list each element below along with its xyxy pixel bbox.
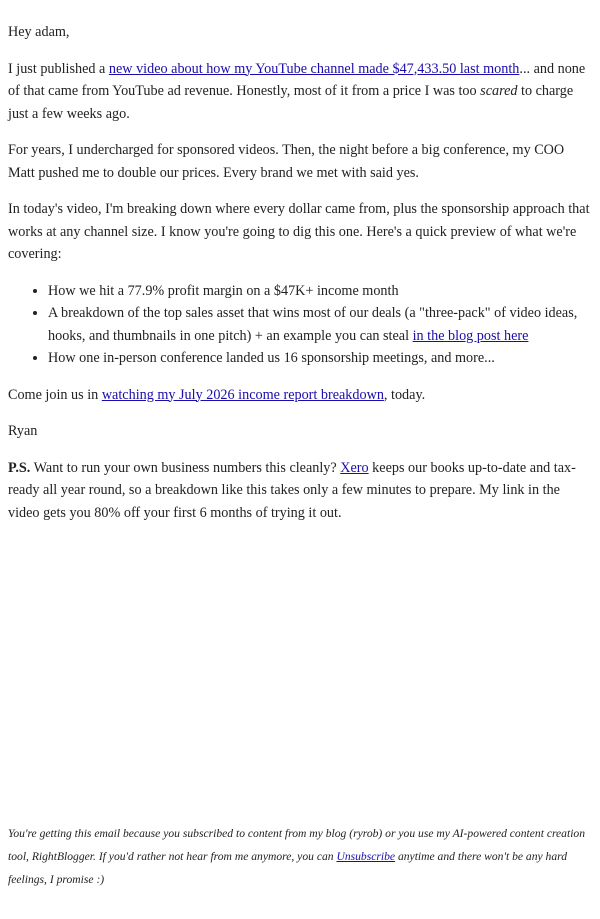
list-item [48,302,592,347]
footer-text [8,822,592,891]
intro-mid: ... and none of that came from YouTube ad revenue. Honestly, most of it from a price I was too [8,60,586,99]
intro-prefix: I just published a [8,60,109,77]
ps-prefix: Want to run your own business numbers this cleanly? [30,459,341,476]
list-item: • How one in-person conference landed us 16 sponsorship meetings, and more... [48,347,592,370]
blog-post-link[interactable]: in the blog post here [412,327,529,344]
story-paragraph: For years, I undercharged for sponsored videos. Then, the night before a big conference, my COO Matt pushed me to double our prices. Every brand we met with said yes. [8,142,565,181]
preview-list [8,280,592,370]
unsubscribe-link[interactable]: Unsubscribe [336,850,396,863]
join-suffix: , today. [383,386,426,403]
signature: Ryan [8,423,38,439]
intro-emphasis: scared [480,83,518,99]
new-video-link[interactable]: new video about how my YouTube channel made $47,433.50 last month [108,60,520,77]
email-body [8,21,592,538]
income-report-link[interactable]: watching my July 2026 income report breakdown [101,386,384,403]
list-item-text: A breakdown of the top sales asset that wins most of our deals (a "three-pack" of video ideas, hooks, and thumbnails in one pitch) + an example you can steal [48,305,578,344]
ps-label: P.S. [8,459,31,476]
xero-link[interactable]: Xero [340,459,369,476]
join-prefix: Come join us in [8,386,102,403]
ps-suffix: keeps our books up-to-date and tax-ready all year round, so a breakdown like this takes only a few minutes to prepare. My link in the video gets you 80% off your first 6 months of trying it out. [8,459,576,521]
email-footer [8,822,592,891]
footer-prefix: You're getting this email because you subscribed to content from my blog (ryrob) or you use my AI-powered content creation tool, RightBlogger. If you'd rather not hear from me anymore, you can [8,827,586,863]
list-item: • How we hit a 77.9% profit margin on a $47K+ income month [48,280,592,303]
ps-paragraph [8,457,592,525]
greeting: Hey adam, [8,24,70,40]
preview-paragraph: In today's video, I'm breaking down where every dollar came from, plus the sponsorship approach that works at any channel size. I know you're going to dig this one. Here's a quick preview of what we're covering: [8,201,590,262]
intro-suffix: to charge just a few weeks ago. [8,83,574,122]
intro-paragraph [8,58,592,126]
join-paragraph [8,384,592,407]
footer-suffix: anytime and there won't be any hard feelings, I promise :) [8,850,568,886]
